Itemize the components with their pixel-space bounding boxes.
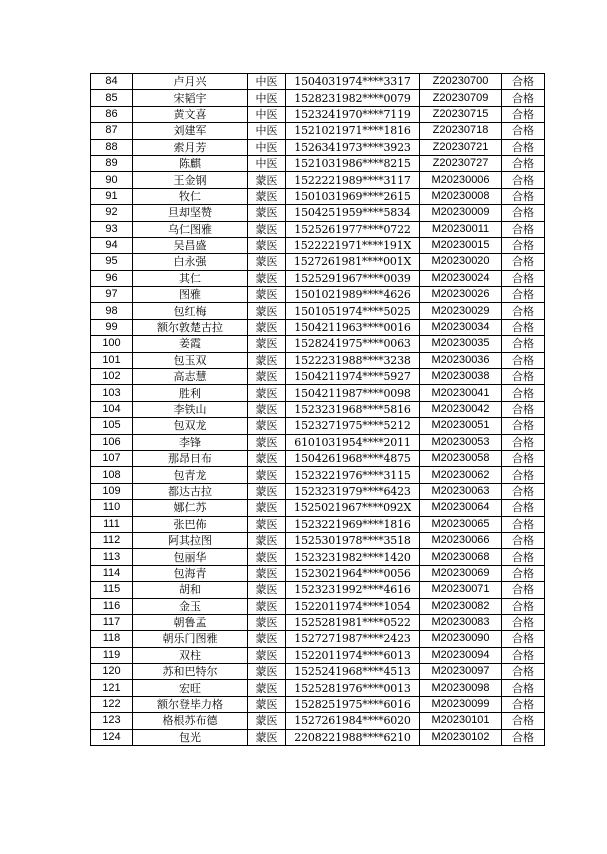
- result-status: 合格: [502, 516, 545, 532]
- result-status: 合格: [502, 598, 545, 614]
- candidate-name: 牧仁: [133, 188, 248, 204]
- practice-category: 蒙医: [248, 549, 286, 565]
- id-number: 1523271975****5212: [286, 418, 420, 434]
- row-number: 91: [91, 188, 133, 204]
- table-row: [91, 680, 545, 696]
- practice-category: 蒙医: [248, 237, 286, 253]
- id-number: 1523241970****7119: [286, 106, 420, 122]
- results-table: [90, 73, 545, 746]
- table-row: [91, 237, 545, 253]
- id-number: 1521021971****1816: [286, 123, 420, 139]
- certificate-number: M20230009: [420, 205, 502, 221]
- result-status: 合格: [502, 680, 545, 696]
- practice-category: 中医: [248, 90, 286, 106]
- certificate-number: M20230038: [420, 369, 502, 385]
- practice-category: 蒙医: [248, 582, 286, 598]
- certificate-number: M20230065: [420, 516, 502, 532]
- practice-category: 蒙医: [248, 369, 286, 385]
- table-row: [91, 450, 545, 466]
- result-status: 合格: [502, 614, 545, 630]
- table-row: [91, 352, 545, 368]
- practice-category: 中医: [248, 155, 286, 171]
- row-number: 94: [91, 237, 133, 253]
- row-number: 124: [91, 729, 133, 745]
- table-row: [91, 418, 545, 434]
- table-row: [91, 369, 545, 385]
- table-row: [91, 188, 545, 204]
- table-row: [91, 582, 545, 598]
- row-number: 102: [91, 369, 133, 385]
- result-status: 合格: [502, 401, 545, 417]
- candidate-name: 包光: [133, 729, 248, 745]
- candidate-name: 宏旺: [133, 680, 248, 696]
- candidate-name: 黄文喜: [133, 106, 248, 122]
- row-number: 86: [91, 106, 133, 122]
- result-status: 合格: [502, 270, 545, 286]
- table-row: [91, 631, 545, 647]
- id-number: 1504031974****3317: [286, 74, 420, 90]
- id-number: 1523221969****1816: [286, 516, 420, 532]
- id-number: 1527271987****2423: [286, 631, 420, 647]
- table-row: [91, 549, 545, 565]
- candidate-name: 索月芳: [133, 139, 248, 155]
- certificate-number: M20230051: [420, 418, 502, 434]
- candidate-name: 陈麒: [133, 155, 248, 171]
- result-status: 合格: [502, 254, 545, 270]
- candidate-name: 娜仁苏: [133, 500, 248, 516]
- id-number: 1522231988****3238: [286, 352, 420, 368]
- table-row: [91, 614, 545, 630]
- table-row: [91, 155, 545, 171]
- certificate-number: M20230041: [420, 385, 502, 401]
- id-number: 1523021964****0056: [286, 565, 420, 581]
- certificate-number: M20230035: [420, 336, 502, 352]
- certificate-number: Z20230721: [420, 139, 502, 155]
- row-number: 113: [91, 549, 133, 565]
- row-number: 107: [91, 450, 133, 466]
- result-status: 合格: [502, 664, 545, 680]
- table-row: [91, 139, 545, 155]
- candidate-name: 白永强: [133, 254, 248, 270]
- result-status: 合格: [502, 713, 545, 729]
- row-number: 108: [91, 467, 133, 483]
- candidate-name: 高志慧: [133, 369, 248, 385]
- id-number: 1501051974****5025: [286, 303, 420, 319]
- candidate-name: 朝鲁孟: [133, 614, 248, 630]
- id-number: 1504211974****5927: [286, 369, 420, 385]
- certificate-number: M20230097: [420, 664, 502, 680]
- candidate-name: 包海青: [133, 565, 248, 581]
- row-number: 105: [91, 418, 133, 434]
- row-number: 114: [91, 565, 133, 581]
- row-number: 117: [91, 614, 133, 630]
- candidate-name: 格根苏布德: [133, 713, 248, 729]
- table-row: [91, 401, 545, 417]
- candidate-name: 双柱: [133, 647, 248, 663]
- certificate-number: M20230026: [420, 287, 502, 303]
- result-status: 合格: [502, 467, 545, 483]
- id-number: 6101031954****2011: [286, 434, 420, 450]
- id-number: 1522011974****6013: [286, 647, 420, 663]
- row-number: 116: [91, 598, 133, 614]
- row-number: 111: [91, 516, 133, 532]
- table-row: [91, 647, 545, 663]
- id-number: 1525301978****3518: [286, 532, 420, 548]
- row-number: 95: [91, 254, 133, 270]
- result-status: 合格: [502, 237, 545, 253]
- practice-category: 蒙医: [248, 270, 286, 286]
- id-number: 1523231979****6423: [286, 483, 420, 499]
- certificate-number: M20230036: [420, 352, 502, 368]
- practice-category: 蒙医: [248, 319, 286, 335]
- result-status: 合格: [502, 303, 545, 319]
- certificate-number: M20230071: [420, 582, 502, 598]
- certificate-number: M20230094: [420, 647, 502, 663]
- candidate-name: 李锋: [133, 434, 248, 450]
- row-number: 110: [91, 500, 133, 516]
- table-row: [91, 303, 545, 319]
- row-number: 89: [91, 155, 133, 171]
- table-row: [91, 467, 545, 483]
- certificate-number: M20230062: [420, 467, 502, 483]
- id-number: 1525281976****0013: [286, 680, 420, 696]
- candidate-name: 张巴佈: [133, 516, 248, 532]
- candidate-name: 阿其拉图: [133, 532, 248, 548]
- candidate-name: 其仁: [133, 270, 248, 286]
- row-number: 119: [91, 647, 133, 663]
- table-row: [91, 713, 545, 729]
- result-status: 合格: [502, 352, 545, 368]
- id-number: 1522221989****3117: [286, 172, 420, 188]
- id-number: 1528251975****6016: [286, 696, 420, 712]
- candidate-name: 那昂日布: [133, 450, 248, 466]
- candidate-name: 胡和: [133, 582, 248, 598]
- row-number: 96: [91, 270, 133, 286]
- practice-category: 蒙医: [248, 303, 286, 319]
- row-number: 112: [91, 532, 133, 548]
- id-number: 1525291967****0039: [286, 270, 420, 286]
- candidate-name: 包双龙: [133, 418, 248, 434]
- table-row: [91, 270, 545, 286]
- table-row: [91, 483, 545, 499]
- row-number: 120: [91, 664, 133, 680]
- result-status: 合格: [502, 123, 545, 139]
- certificate-number: Z20230709: [420, 90, 502, 106]
- candidate-name: 吴昌盛: [133, 237, 248, 253]
- certificate-number: M20230066: [420, 532, 502, 548]
- result-status: 合格: [502, 696, 545, 712]
- candidate-name: 包丽华: [133, 549, 248, 565]
- result-status: 合格: [502, 565, 545, 581]
- table-row: [91, 254, 545, 270]
- table-row: [91, 106, 545, 122]
- certificate-number: M20230053: [420, 434, 502, 450]
- table-row: [91, 696, 545, 712]
- candidate-name: 李铁山: [133, 401, 248, 417]
- row-number: 93: [91, 221, 133, 237]
- result-status: 合格: [502, 172, 545, 188]
- id-number: 1504251959****5834: [286, 205, 420, 221]
- results-table-body: [91, 74, 545, 746]
- certificate-number: Z20230727: [420, 155, 502, 171]
- table-row: [91, 500, 545, 516]
- certificate-number: M20230083: [420, 614, 502, 630]
- practice-category: 中医: [248, 123, 286, 139]
- table-row: [91, 172, 545, 188]
- row-number: 98: [91, 303, 133, 319]
- result-status: 合格: [502, 74, 545, 90]
- result-status: 合格: [502, 385, 545, 401]
- certificate-number: M20230008: [420, 188, 502, 204]
- candidate-name: 宋韬宇: [133, 90, 248, 106]
- result-status: 合格: [502, 155, 545, 171]
- id-number: 1528241975****0063: [286, 336, 420, 352]
- candidate-name: 包青龙: [133, 467, 248, 483]
- row-number: 100: [91, 336, 133, 352]
- practice-category: 蒙医: [248, 516, 286, 532]
- table-row: [91, 74, 545, 90]
- id-number: 1504211963****0016: [286, 319, 420, 335]
- practice-category: 蒙医: [248, 336, 286, 352]
- practice-category: 蒙医: [248, 664, 286, 680]
- row-number: 121: [91, 680, 133, 696]
- candidate-name: 旦却坚赞: [133, 205, 248, 221]
- result-status: 合格: [502, 90, 545, 106]
- practice-category: 蒙医: [248, 188, 286, 204]
- practice-category: 蒙医: [248, 483, 286, 499]
- table-row: [91, 221, 545, 237]
- id-number: 1525281981****0522: [286, 614, 420, 630]
- table-row: [91, 205, 545, 221]
- certificate-number: M20230099: [420, 696, 502, 712]
- row-number: 101: [91, 352, 133, 368]
- row-number: 115: [91, 582, 133, 598]
- id-number: 1504261968****4875: [286, 450, 420, 466]
- id-number: 1527261984****6020: [286, 713, 420, 729]
- candidate-name: 朝乐门图雅: [133, 631, 248, 647]
- table-row: [91, 385, 545, 401]
- practice-category: 蒙医: [248, 614, 286, 630]
- certificate-number: M20230015: [420, 237, 502, 253]
- candidate-name: 图雅: [133, 287, 248, 303]
- candidate-name: 乌仁图雅: [133, 221, 248, 237]
- practice-category: 蒙医: [248, 631, 286, 647]
- certificate-number: M20230011: [420, 221, 502, 237]
- table-row: [91, 434, 545, 450]
- result-status: 合格: [502, 631, 545, 647]
- id-number: 1521031986****8215: [286, 155, 420, 171]
- practice-category: 蒙医: [248, 385, 286, 401]
- certificate-number: M20230098: [420, 680, 502, 696]
- result-status: 合格: [502, 418, 545, 434]
- certificate-number: M20230006: [420, 172, 502, 188]
- practice-category: 蒙医: [248, 434, 286, 450]
- row-number: 97: [91, 287, 133, 303]
- table-row: [91, 90, 545, 106]
- practice-category: 蒙医: [248, 205, 286, 221]
- result-status: 合格: [502, 532, 545, 548]
- certificate-number: M20230064: [420, 500, 502, 516]
- practice-category: 蒙医: [248, 221, 286, 237]
- practice-category: 蒙医: [248, 729, 286, 745]
- row-number: 88: [91, 139, 133, 155]
- certificate-number: M20230020: [420, 254, 502, 270]
- table-row: [91, 729, 545, 745]
- table-row: [91, 336, 545, 352]
- certificate-number: M20230024: [420, 270, 502, 286]
- id-number: 1525241968****4513: [286, 664, 420, 680]
- practice-category: 蒙医: [248, 418, 286, 434]
- practice-category: 中医: [248, 74, 286, 90]
- candidate-name: 苏和巴特尔: [133, 664, 248, 680]
- result-status: 合格: [502, 287, 545, 303]
- certificate-number: M20230101: [420, 713, 502, 729]
- certificate-number: M20230034: [420, 319, 502, 335]
- candidate-name: 胜利: [133, 385, 248, 401]
- practice-category: 蒙医: [248, 467, 286, 483]
- table-row: [91, 516, 545, 532]
- id-number: 1528231982****0079: [286, 90, 420, 106]
- practice-category: 蒙医: [248, 172, 286, 188]
- practice-category: 蒙医: [248, 450, 286, 466]
- result-status: 合格: [502, 729, 545, 745]
- result-status: 合格: [502, 450, 545, 466]
- row-number: 90: [91, 172, 133, 188]
- candidate-name: 王金钢: [133, 172, 248, 188]
- id-number: 1525261977****0722: [286, 221, 420, 237]
- table-row: [91, 532, 545, 548]
- row-number: 109: [91, 483, 133, 499]
- practice-category: 蒙医: [248, 696, 286, 712]
- certificate-number: Z20230700: [420, 74, 502, 90]
- result-status: 合格: [502, 221, 545, 237]
- certificate-number: M20230029: [420, 303, 502, 319]
- certificate-number: Z20230718: [420, 123, 502, 139]
- practice-category: 蒙医: [248, 401, 286, 417]
- table-row: [91, 287, 545, 303]
- table-row: [91, 319, 545, 335]
- practice-category: 蒙医: [248, 713, 286, 729]
- certificate-number: M20230063: [420, 483, 502, 499]
- result-status: 合格: [502, 205, 545, 221]
- candidate-name: 都达古拉: [133, 483, 248, 499]
- certificate-number: M20230090: [420, 631, 502, 647]
- result-status: 合格: [502, 369, 545, 385]
- table-row: [91, 565, 545, 581]
- result-status: 合格: [502, 319, 545, 335]
- practice-category: 蒙医: [248, 647, 286, 663]
- row-number: 99: [91, 319, 133, 335]
- candidate-name: 额尔敦楚古拉: [133, 319, 248, 335]
- row-number: 84: [91, 74, 133, 90]
- result-status: 合格: [502, 647, 545, 663]
- candidate-name: 包玉双: [133, 352, 248, 368]
- result-status: 合格: [502, 434, 545, 450]
- certificate-number: M20230082: [420, 598, 502, 614]
- practice-category: 蒙医: [248, 500, 286, 516]
- result-status: 合格: [502, 106, 545, 122]
- id-number: 1501021989****4626: [286, 287, 420, 303]
- id-number: 1526341973****3923: [286, 139, 420, 155]
- candidate-name: 刘建军: [133, 123, 248, 139]
- row-number: 92: [91, 205, 133, 221]
- candidate-name: 额尔登毕力格: [133, 696, 248, 712]
- certificate-number: M20230069: [420, 565, 502, 581]
- id-number: 1523231982****1420: [286, 549, 420, 565]
- row-number: 122: [91, 696, 133, 712]
- certificate-number: M20230058: [420, 450, 502, 466]
- row-number: 85: [91, 90, 133, 106]
- row-number: 103: [91, 385, 133, 401]
- result-status: 合格: [502, 139, 545, 155]
- row-number: 87: [91, 123, 133, 139]
- practice-category: 蒙医: [248, 254, 286, 270]
- id-number: 1523231992****4616: [286, 582, 420, 598]
- practice-category: 蒙医: [248, 532, 286, 548]
- table-row: [91, 598, 545, 614]
- id-number: 1501031969****2615: [286, 188, 420, 204]
- id-number: 1525021967****092X: [286, 500, 420, 516]
- id-number: 1504211987****0098: [286, 385, 420, 401]
- result-status: 合格: [502, 582, 545, 598]
- practice-category: 蒙医: [248, 352, 286, 368]
- certificate-number: Z20230715: [420, 106, 502, 122]
- result-status: 合格: [502, 188, 545, 204]
- practice-category: 蒙医: [248, 598, 286, 614]
- candidate-name: 卢月兴: [133, 74, 248, 90]
- id-number: 1527261981****001X: [286, 254, 420, 270]
- practice-category: 中医: [248, 106, 286, 122]
- id-number: 1523221976****3115: [286, 467, 420, 483]
- row-number: 123: [91, 713, 133, 729]
- result-status: 合格: [502, 500, 545, 516]
- practice-category: 蒙医: [248, 287, 286, 303]
- table-row: [91, 664, 545, 680]
- practice-category: 蒙医: [248, 680, 286, 696]
- id-number: 1522011974****1054: [286, 598, 420, 614]
- result-status: 合格: [502, 549, 545, 565]
- practice-category: 中医: [248, 139, 286, 155]
- id-number: 1523231968****5816: [286, 401, 420, 417]
- id-number: 2208221988****6210: [286, 729, 420, 745]
- certificate-number: M20230102: [420, 729, 502, 745]
- id-number: 1522221971****191X: [286, 237, 420, 253]
- certificate-number: M20230042: [420, 401, 502, 417]
- candidate-name: 姜霞: [133, 336, 248, 352]
- result-status: 合格: [502, 336, 545, 352]
- candidate-name: 包红梅: [133, 303, 248, 319]
- practice-category: 蒙医: [248, 565, 286, 581]
- certificate-number: M20230068: [420, 549, 502, 565]
- row-number: 118: [91, 631, 133, 647]
- candidate-name: 金玉: [133, 598, 248, 614]
- result-status: 合格: [502, 483, 545, 499]
- row-number: 104: [91, 401, 133, 417]
- table-row: [91, 123, 545, 139]
- row-number: 106: [91, 434, 133, 450]
